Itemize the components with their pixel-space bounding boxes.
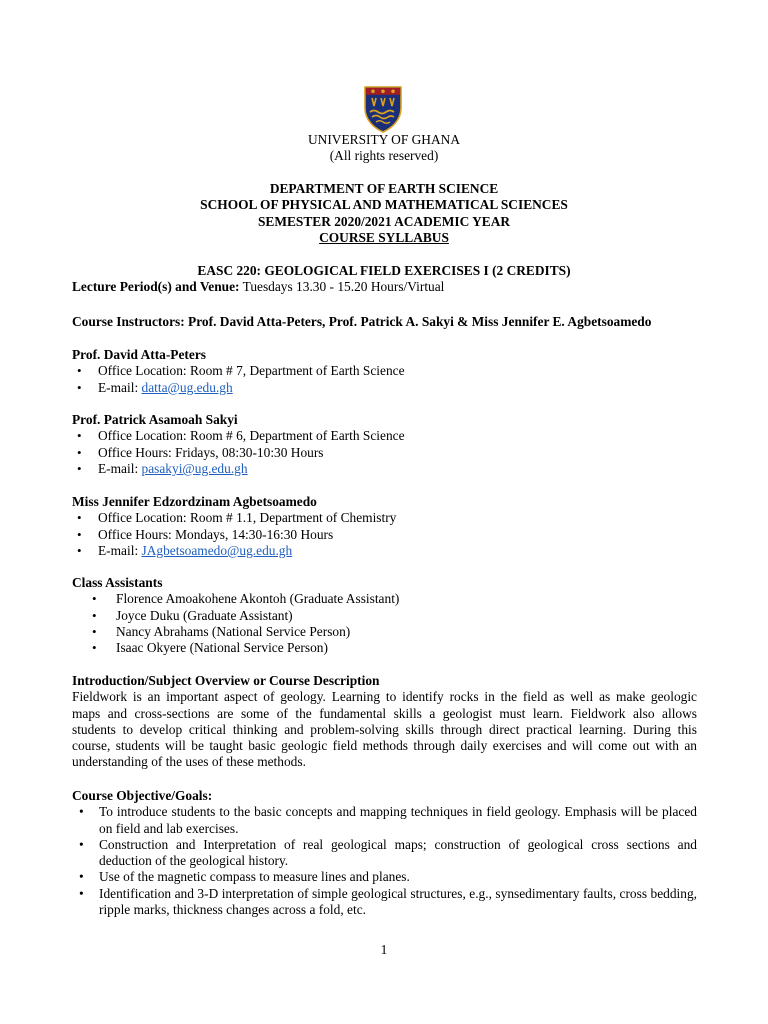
objectives-section bbox=[72, 788, 697, 918]
semester-line: SEMESTER 2020/2021 ACADEMIC YEAR bbox=[257, 213, 511, 229]
assistant-item: • Joyce Duku (Graduate Assistant) bbox=[72, 608, 697, 624]
instructor-office: • Office Location: Room # 6, Department of Earth Science bbox=[72, 428, 697, 444]
introduction-heading: Introduction/Subject Overview or Course Description bbox=[72, 673, 380, 688]
course-instructors-line: Course Instructors: Prof. David Atta-Peters, Prof. Patrick A. Sakyi & Miss Jennifer E. Agbetsoamedo bbox=[72, 314, 652, 329]
instructor-hours: • Office Hours: Mondays, 14:30-16:30 Hours bbox=[72, 527, 697, 543]
instructor-email-item: • E-mail: datta@ug.edu.gh bbox=[72, 380, 697, 396]
assistant-item: • Isaac Okyere (National Service Person) bbox=[72, 640, 697, 656]
paragraph-line: understanding of the uses of these methods. bbox=[72, 754, 306, 770]
paragraph-line: Fieldwork is an important aspect of geology. Learning to identify rocks in the field as well as make geologic bbox=[72, 689, 697, 705]
instructor-email-item: • E-mail: JAgbetsoamedo@ug.edu.gh bbox=[72, 543, 697, 559]
department-header bbox=[72, 181, 696, 246]
course-title: EASC 220: GEOLOGICAL FIELD EXERCISES I (2 CREDITS) bbox=[197, 263, 571, 278]
assistant-item: • Nancy Abrahams (National Service Person) bbox=[72, 624, 697, 640]
paragraph-line: course, students will be taught basic geologic field methods through daily exercises and will come out with an bbox=[72, 738, 697, 754]
objective-item: • Use of the magnetic compass to measure lines and planes. bbox=[72, 869, 697, 885]
objective-item: • Identification and 3-D interpretation of simple geological structures, e.g., synsedimentary faults, cross bedding, ripple marks, thickness changes across a fold, etc. bbox=[72, 886, 697, 919]
objectives-heading: Course Objective/Goals: bbox=[72, 788, 213, 803]
lecture-period-value: Tuesdays 13.30 - 15.20 Hours/Virtual bbox=[242, 279, 445, 294]
instructor-email-item: • E-mail: pasakyi@ug.edu.gh bbox=[72, 461, 697, 477]
lecture-period-label: Lecture Period(s) and Venue: bbox=[72, 279, 240, 294]
introduction-paragraph bbox=[72, 689, 697, 770]
lecture-period bbox=[72, 279, 697, 295]
rights-notice: (All rights reserved) bbox=[329, 148, 439, 164]
email-link[interactable]: datta@ug.edu.gh bbox=[141, 379, 233, 395]
instructor-block bbox=[72, 347, 697, 396]
instructor-office: • Office Location: Room # 1.1, Department of Chemistry bbox=[72, 510, 697, 526]
document-header bbox=[72, 132, 696, 165]
university-crest-icon bbox=[360, 84, 406, 134]
class-assistants-section bbox=[72, 575, 697, 656]
department-name: DEPARTMENT OF EARTH SCIENCE bbox=[269, 181, 499, 196]
instructor-name: Prof. David Atta-Peters bbox=[72, 347, 206, 362]
instructor-block bbox=[72, 494, 697, 559]
class-assistants-heading: Class Assistants bbox=[72, 575, 163, 590]
instructor-name: Prof. Patrick Asamoah Sakyi bbox=[72, 412, 238, 427]
email-link[interactable]: pasakyi@ug.edu.gh bbox=[141, 460, 248, 476]
school-name: SCHOOL OF PHYSICAL AND MATHEMATICAL SCIENCES bbox=[200, 197, 568, 213]
objective-item: • Construction and Interpretation of real geological maps; construction of geological cross sections and deduction of the geological history. bbox=[72, 837, 697, 870]
page-number: 1 bbox=[380, 942, 388, 957]
email-link[interactable]: JAgbetsoamedo@ug.edu.gh bbox=[141, 542, 293, 558]
instructor-block bbox=[72, 412, 697, 477]
paragraph-line: maps and cross-sections are some of the fundamental skills a geologist must learn. Fieldwork also allows bbox=[72, 705, 697, 721]
instructor-office: • Office Location: Room # 7, Department of Earth Science bbox=[72, 363, 697, 379]
university-name: UNIVERSITY OF GHANA bbox=[307, 132, 460, 147]
objective-item: • To introduce students to the basic concepts and mapping techniques in field geology. Emphasis will be placed on field and lab exercises. bbox=[72, 804, 697, 837]
instructor-hours: • Office Hours: Fridays, 08:30-10:30 Hours bbox=[72, 445, 697, 461]
assistant-item: • Florence Amoakohene Akontoh (Graduate Assistant) bbox=[72, 591, 697, 607]
document-type: COURSE SYLLABUS bbox=[319, 229, 449, 245]
introduction-section bbox=[72, 673, 697, 771]
paragraph-line: students to develop critical thinking and problem-solving skills through direct practical learning. During this bbox=[72, 721, 697, 737]
instructor-name: Miss Jennifer Edzordzinam Agbetsoamedo bbox=[72, 494, 317, 509]
